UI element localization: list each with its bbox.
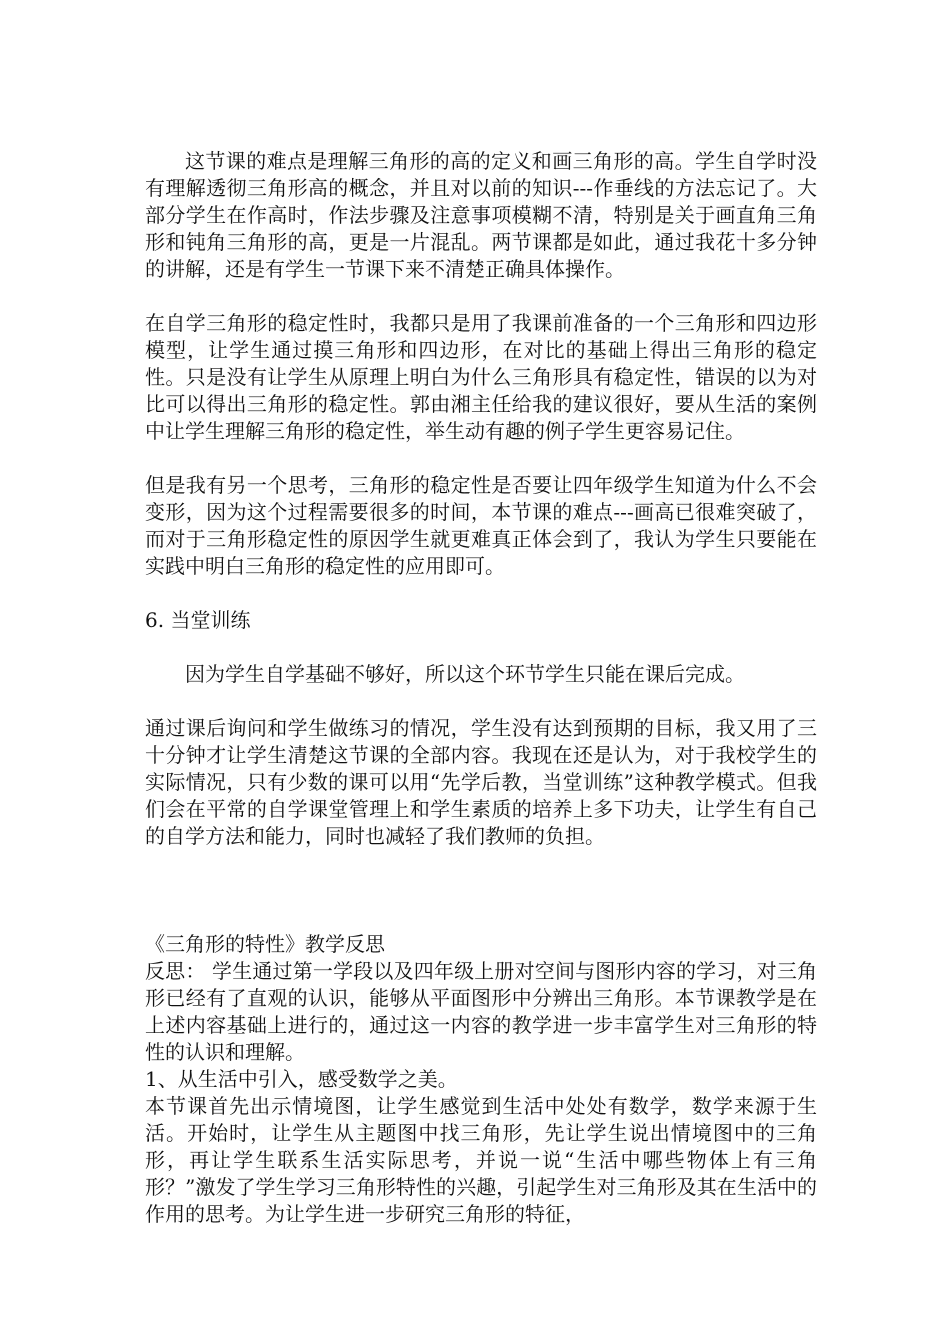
- section-heading-practice: 6. 当堂训练: [145, 608, 251, 632]
- paragraph-thinking: 但是我有另一个思考，三角形的稳定性是否要让四年级学生知道为什么不会变形，因为这个过程需要很多的时间，本节课的难点---画高已很难突破了，而对于三角形稳定性的原因学生就更难真正体会到了，我认为学生只要能在实践中明白三角形的稳定性的应用即可。: [145, 473, 817, 578]
- section-gap: [145, 850, 817, 931]
- document-page: [145, 148, 817, 1228]
- heading-life-intro: 1、从生活中引入，感受数学之美。: [145, 1067, 458, 1091]
- paragraph-reflection: 反思： 学生通过第一学段以及四年级上册对空间与图形内容的学习，对三角形已经有了直观的认识，能够从平面图形中分辨出三角形。本节课教学是在上述内容基础上进行的，通过这一内容的教学进一步丰富学生对三角形的特性的认识和理解。: [145, 959, 817, 1064]
- paragraph-difficulty: 这节课的难点是理解三角形的高的定义和画三角形的高。学生自学时没有理解透彻三角形高的概念，并且对以前的知识---作垂线的方法忘记了。大部分学生在作高时，作法步骤及注意事项模糊不清，特别是关于画直角三角形和钝角三角形的高，更是一片混乱。两节课都是如此，通过我花十多分钟的讲解，还是有学生一节课下来不清楚正确具体操作。: [145, 149, 817, 281]
- paragraph-conclusion: 通过课后询问和学生做练习的情况，学生没有达到预期的目标，我又用了三十分钟才让学生清楚这节课的全部内容。我现在还是认为，对于我校学生的实际情况，只有少数的课可以用“先学后教，当堂训练”这种教学模式。但我们会在平常的自学课堂管理上和学生素质的培养上多下功夫，让学生有自己的自学方法和能力，同时也减轻了我们教师的负担。: [145, 716, 817, 848]
- reflection-title: 《三角形的特性》教学反思: [145, 932, 385, 956]
- paragraph-stability: 在自学三角形的稳定性时，我都只是用了我课前准备的一个三角形和四边形模型，让学生通过摸三角形和四边形，在对比的基础上得出三角形的稳定性。只是没有让学生从原理上明白为什么三角形具有稳定性，错误的以为对比可以得出三角形的稳定性。郭由湘主任给我的建议很好，要从生活的案例中让学生理解三角形的稳定性，举生动有趣的例子学生更容易记住。: [145, 311, 817, 443]
- paragraph-scenario: 本节课首先出示情境图，让学生感觉到生活中处处有数学，数学来源于生活。开始时，让学生从主题图中找三角形，先让学生说出情境图中的三角形，再让学生联系生活实际思考，并说一说“生活中哪些物体上有三角形？”激发了学生学习三角形特性的兴趣，引起学生对三角形及其在生活中的作用的思考。为让学生进一步研究三角形的特征，: [145, 1094, 817, 1226]
- paragraph-practice: 因为学生自学基础不够好，所以这个环节学生只能在课后完成。: [185, 662, 745, 686]
